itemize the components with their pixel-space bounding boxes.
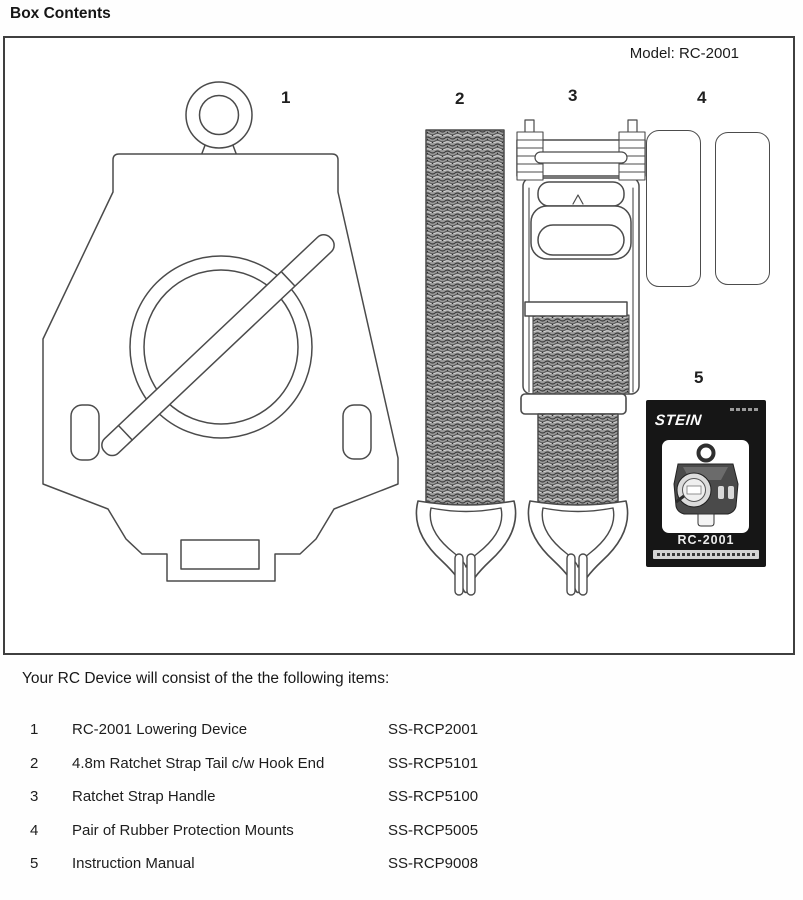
part-number: 2 <box>30 754 39 772</box>
part-code: SS-RCP5100 <box>388 788 479 806</box>
callout-label-2: 2 <box>455 89 465 108</box>
part-code: SS-RCP9008 <box>388 855 479 873</box>
part-number: 4 <box>30 821 39 839</box>
intro-text: Your RC Device will consist of the the following items: <box>22 670 390 687</box>
part-name: Ratchet Strap Handle <box>72 788 216 806</box>
parts-list <box>0 714 803 882</box>
device-photo <box>662 440 749 533</box>
part-name: RC-2001 Lowering Device <box>72 721 248 738</box>
hook-end <box>528 501 627 595</box>
callout-label-3: 3 <box>568 86 578 105</box>
part-code: SS-RCP2001 <box>388 721 479 738</box>
part-number: 5 <box>30 855 39 873</box>
manual-corner-text-marks <box>730 408 760 411</box>
ratchet-strap-tail-drawing <box>416 130 515 595</box>
part-number: 1 <box>30 721 39 738</box>
manual-footer-bar <box>653 550 759 559</box>
parts-list-row <box>0 748 803 782</box>
part-number: 3 <box>30 788 39 806</box>
callout-label-5: 5 <box>694 368 704 387</box>
lowering-device-drawing <box>43 82 398 581</box>
callout-label-1: 1 <box>281 88 291 107</box>
model-label: Model: RC-2001 <box>629 45 739 62</box>
rubber-mount-drawing <box>715 132 770 285</box>
ratchet-handle-drawing <box>517 120 645 595</box>
manual-cover-photo-panel <box>662 440 749 533</box>
part-name: 4.8m Ratchet Strap Tail c/w Hook End <box>72 754 325 772</box>
rubber-mount-drawing <box>646 130 701 287</box>
part-code: SS-RCP5005 <box>388 821 479 839</box>
part-name: Pair of Rubber Protection Mounts <box>72 821 294 839</box>
part-name: Instruction Manual <box>72 855 195 873</box>
part-code: SS-RCP5101 <box>388 754 479 772</box>
parts-list-row <box>0 781 803 815</box>
manual-model-text: RC-2001 <box>677 533 735 547</box>
page-title: Box Contents <box>10 5 111 22</box>
instruction-manual-cover <box>646 400 766 567</box>
box-contents-diagram <box>3 36 795 655</box>
hook-end <box>416 501 515 595</box>
parts-list-row <box>0 714 803 748</box>
stein-logo: STEIN <box>654 412 703 429</box>
parts-list-row <box>0 815 803 849</box>
parts-list-row <box>0 848 803 882</box>
callout-label-4: 4 <box>697 88 707 107</box>
